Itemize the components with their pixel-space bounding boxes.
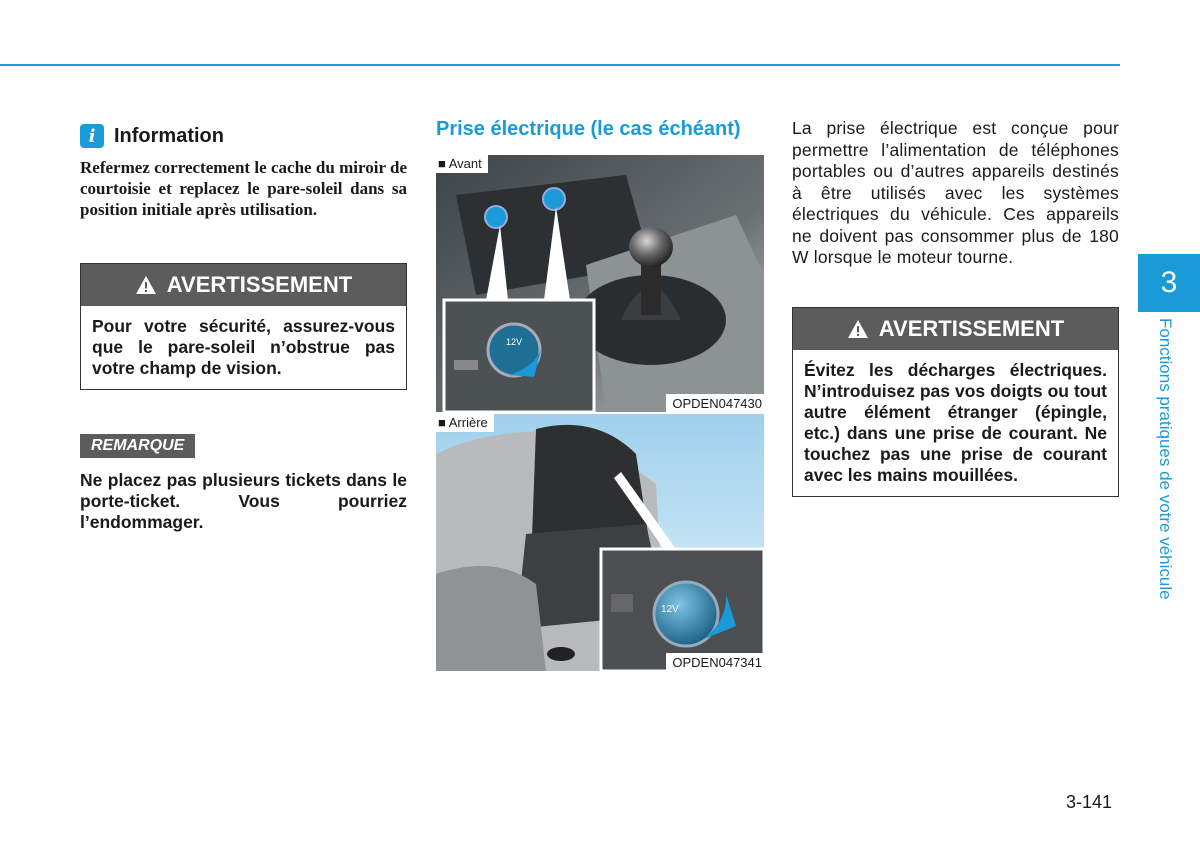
chapter-title-vertical (1149, 318, 1183, 630)
rear-trunk-illustration (436, 414, 764, 671)
remark-text: Ne placez pas plusieurs tickets dans le porte-ticket. Vous pourriez l’endommager. (80, 470, 407, 532)
warning-title-left: AVERTISSEMENT (166, 272, 353, 297)
figure-front-label: ■ Avant (436, 155, 488, 173)
information-text: Refermez correctement le cache du miroir de courtoisie et replacez le pare-soleil dans sa position initiale après utilisation. (80, 158, 407, 219)
figure-front (436, 155, 764, 412)
socket-12v-label-rear: 12V (661, 604, 679, 615)
remark-badge: REMARQUE (80, 434, 195, 458)
information-header (80, 124, 224, 148)
warning-text-right: Évitez les décharges électriques. N’introduisez pas vos doigts ou tout autre élément étranger (épingle, etc.) dans une prise de courant. Ne touchez pas une prise de courant avec les mains mouillées. (804, 360, 1107, 485)
warning-triangle-icon (847, 319, 869, 339)
top-rule (0, 64, 1120, 66)
figure-rear-code: OPDEN047341 (666, 653, 764, 671)
socket-12v-label: 12V (506, 337, 523, 347)
warning-box-left (80, 263, 407, 390)
warning-header-left (81, 264, 406, 306)
chapter-title: Fonctions pratiques de votre véhicule (1156, 318, 1175, 600)
warning-title-right: AVERTISSEMENT (878, 316, 1065, 341)
front-console-illustration (436, 155, 764, 412)
warning-header-right (793, 308, 1118, 350)
page-number: 3-141 (1066, 792, 1113, 812)
figure-front-code: OPDEN047430 (666, 394, 764, 412)
warning-box-right (792, 307, 1119, 497)
figure-rear (436, 414, 764, 671)
body-text: La prise électrique est conçue pour permettre l’alimentation de téléphones portables ou d’autres appareils destinés à être utilisés avec les systèmes électriques du véhicule. Ces appareils ne doivent pas consommer plus de 180 W lorsque le moteur tourne. (792, 118, 1119, 267)
figure-rear-label: ■ Arrière (436, 414, 494, 432)
information-title: Information (114, 124, 224, 147)
warning-text-left: Pour votre sécurité, assurez-vous que le pare-soleil n’obstrue pas votre champ de vision. (92, 316, 395, 378)
warning-triangle-icon (135, 275, 157, 295)
chapter-number-tab: 3 (1138, 254, 1200, 312)
section-title: Prise électrique (le cas échéant) (436, 118, 741, 140)
info-icon: i (80, 124, 104, 148)
